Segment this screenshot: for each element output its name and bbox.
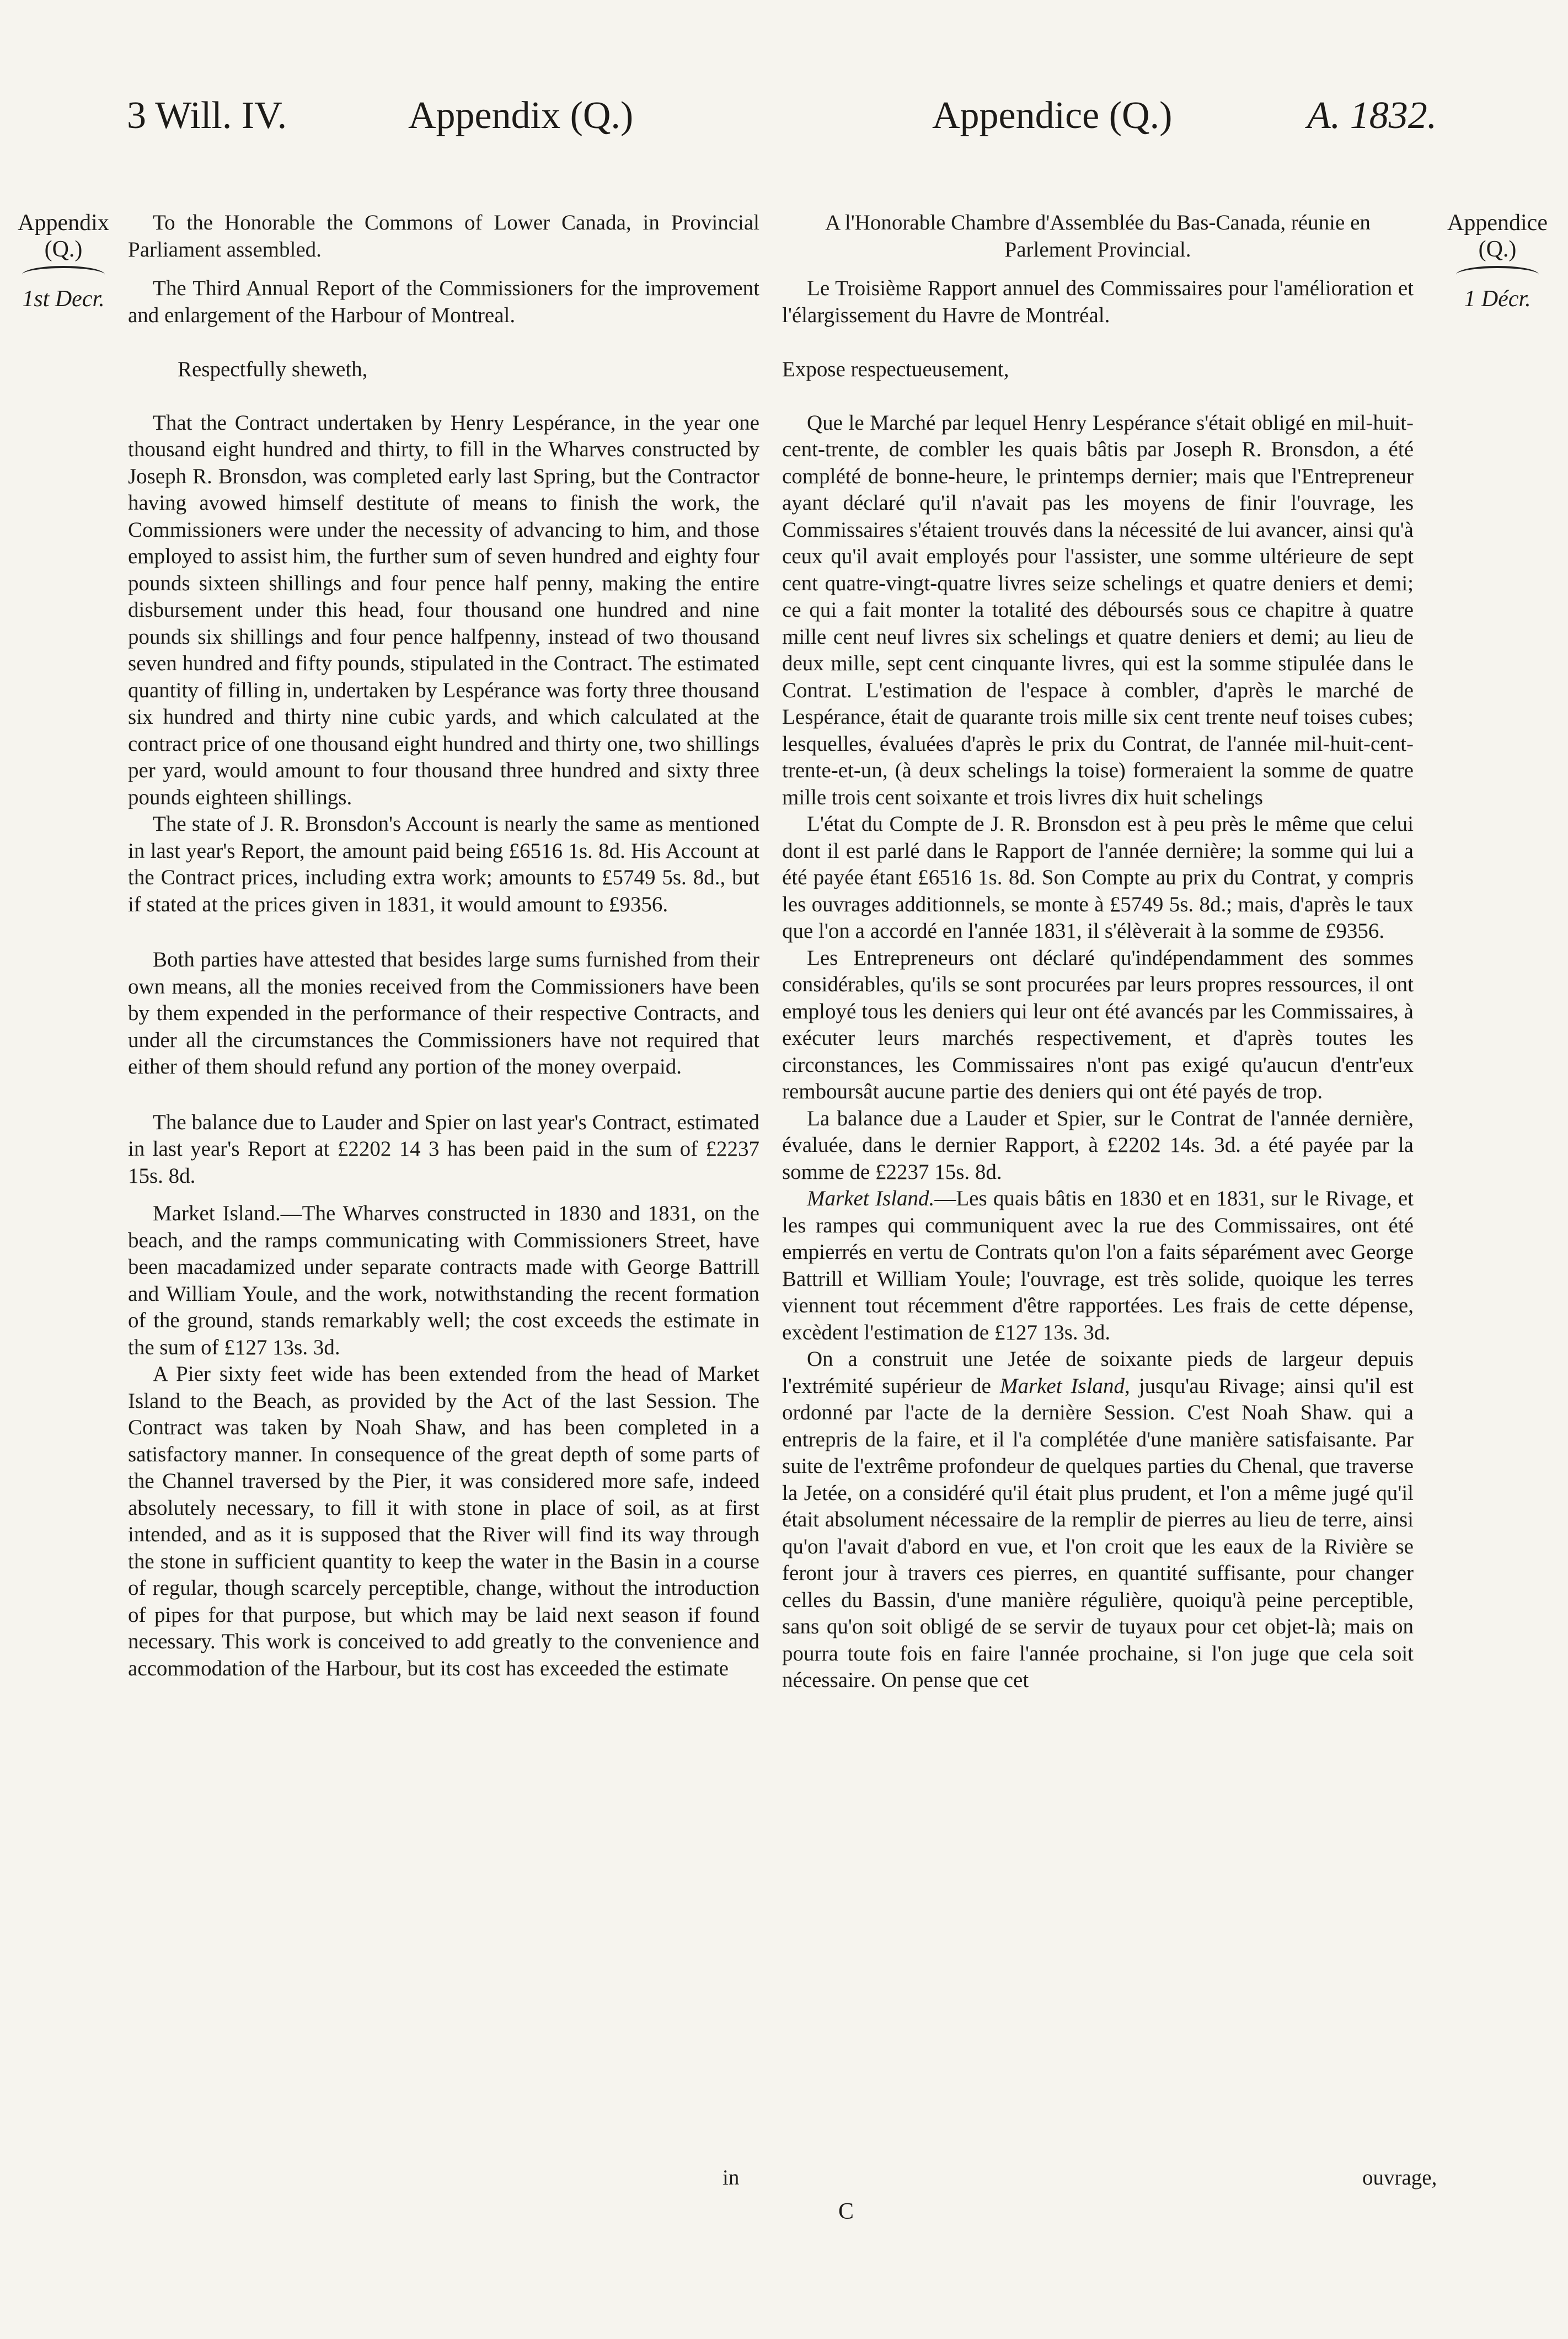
paragraph-pier: A Pier sixty feet wide has been extended from the head of Market Island to the Beach, as provided by the Act of the last Session. The Contract was taken by Noah Shaw, and has been completed in a satisfactory manner. In consequence of the great depth of some parts of the Channel traversed by the Pier, it was considered more safe, indeed absolutely necessary, to fill it with stone in place of soil, as at first intended, and as it is supposed that the River will find its way through the stone in sufficient quantity to keep the water in the Basin in a course of regular, though scarcely perceptible, change, without the introduction of pipes for that purpose, but which may be laid next season if found necessary. This work is conceived to add greatly to the convenience and accommodation of the Harbour, but its cost has exceeded the estimate [128,1362,759,1680]
pier-text-end: jusqu'au Rivage; ainsi qu'il est ordonné par l'acte de la dernière Session. C'est Noah Shaw. qui a entrepris de la faire, et il l'a complétée d'une manière satisfaisante. Par suite de l'extrême profondeur de quelques parties du Chenal, que traverse la Jetée, on a considéré qu'il était plus prudent, et l'on a même jugé qu'il était absolument nécessaire de la remplir de pierres au lieu de terre, ainsi qu'on l'avait d'abord en vue, et l'on croit que les eaux de la Rivière se feront jour à travers ces pierres, en quantité suffisante, pour changer celles du Bassin, d'une manière régulière, quoiqu'à peine perceptible, sans qu'on soit obligé de se servir de tuyaux pour cet objet-là; mais on pourra toute fois en faire l'année prochaine, si l'on juge que cela soit nécessaire. On pense que cet [782,1374,1414,1692]
paragraph-parties-attested: Both parties have attested that besides large sums furnished from their own means, all the monies received from the Commissioners have been by them expended in the performance of their respective Contracts, and under all the circumstances the Commissioners have not required that either of them should refund any portion of the money overpaid. [128,948,759,1078]
margin-brace-icon [22,266,105,284]
catchword-english: in [723,2166,740,2190]
paragraph-lauder-spier: The balance due to Lauder and Spier on last year's Contract, estimated in last year's Report at £2202 14 3 has been paid in the sum of £2237 15s. 8d. [128,1110,759,1188]
margin-appendix-code: (Q.) [44,237,83,262]
margin-date: 1st Decr. [22,286,105,312]
margin-date: 1 Décr. [1464,286,1531,312]
paragraph-market-island-fr [782,1185,1414,1346]
left-margin-note [0,210,127,312]
margin-brace-icon [1456,266,1539,284]
salutation-french: Expose respectueusement, [782,357,1009,381]
paragraph-filling-contract-fr: Que le Marché par lequel Henry Lespérance s'était obligé en mil-huit-cent-trente, de combler les quais bâtis par Joseph R. Bronsdon, a été complété de bonne-heure, le printemps dernier; mais que l'Entrepreneur ayant déclaré qu'il n'avait pas les moyens de finir l'ouvrage, les Commissaires s'étaient trouvés dans la nécessité de lui avancer, ainsi qu'à ceux qu'il avait employés pour l'assister, une somme ultérieure de sept cent quatre-vingt-quatre livres seize schelings et quatre deniers et demi; ce qui a fait monter la totalité des déboursés sous ce chapitre à quatre mille cent neuf livres six schelings et quatre deniers et demi; au lieu de deux mille, sept cent cinquante livres, qui est la somme stipulée dans le Contrat. L'estimation de l'espace à combler, d'après le marché de Lespérance, était de quarante trois mille six cent trente neuf toises cubes; lesquelles, évaluées d'après le prix du Contrat, de l'année mil-huit-cent-trente-et-un, (à deux schelings la toise) formeraient la somme de quatre mille trois cent soixante et trois livres dix huit schelings [782,410,1414,809]
margin-appendix-label: Appendix [18,210,109,236]
french-column [782,210,1414,1694]
margin-appendix-code: (Q.) [1478,237,1517,262]
market-island-heading: Market Island. [807,1187,935,1210]
market-island-text: —Les quais bâtis en 1830 et en 1831, sur le Rivage, et les rampes qui communiquent avec la rue des Commissaires, ont été empierrés en vertu de Contrats qu'on l'on a faits séparément avec George Battrill et William Youle; l'ouvrage, est très solide, quoique les terres viennent tout récemment d'être rapportées. Les frais de cette dépense, excèdent l'estimation de £127 13s. 3d. [782,1187,1414,1344]
regnal-year: 3 Will. IV. [127,94,287,137]
pier-text-start: On a construit une Jetée de soixante pieds de largeur depuis l'extrémité supérieur de [782,1347,1414,1398]
salutation-english: Respectfully sheweth, [178,357,368,381]
address-french: A l'Honorable Chambre d'Assemblée du Bas-Canada, réunie en Parlement Provincial. [825,211,1371,261]
appendix-title-english: Appendix (Q.) [408,94,634,137]
page-year: A. 1832. [1307,94,1437,137]
paragraph-parties-attested-fr: Les Entrepreneurs ont déclaré qu'indépendamment des sommes considérables, qu'ils se sont procurées par leurs propres ressources, il ont employé tous les deniers qui leur ont été avancés par les Commissaires, à exécuter leurs marchés respectivement, et d'après toutes les circonstances, les Commissaires n'ont pas exigé qu'aucun d'entr'eux remboursât aucune partie des deniers qui ont été payés de trop. [782,946,1414,1103]
report-title-french: Le Troisième Rapport annuel des Commissaires pour l'amélioration et l'élargissement du Havre de Montréal. [782,276,1414,327]
address-english: To the Honorable the Commons of Lower Canada, in Provincial Parliament assembled. [128,211,759,261]
catchword-french: ouvrage, [1362,2166,1437,2190]
english-column [128,210,759,1682]
signature-mark: C [838,2199,854,2224]
report-title-english: The Third Annual Report of the Commissioners for the improvement and enlargement of the Harbour of Montreal. [128,276,759,327]
margin-appendix-label: Appendice [1447,210,1548,236]
paragraph-lauder-spier-fr: La balance due a Lauder et Spier, sur le Contrat de l'année dernière, évaluée, dans le dernier Rapport, à £2202 14s. 3d. a été payée par la somme de £2237 15s. 8d. [782,1106,1414,1184]
pier-market-island: Market Island, [999,1374,1130,1398]
appendix-title-french: Appendice (Q.) [932,94,1173,137]
paragraph-pier-fr [782,1346,1414,1694]
right-margin-note [1434,210,1561,312]
paragraph-market-island: Market Island.—The Wharves constructed in 1830 and 1831, on the beach, and the ramps communicating with Commissioners Street, have been macadamized under separate contracts made with George Battrill and William Youle, and the work, notwithstanding the recent formation of the ground, stands remarkably well; the cost exceeds the estimate in the sum of £127 13s. 3d. [128,1201,759,1359]
paragraph-filling-contract: That the Contract undertaken by Henry Lespérance, in the year one thousand eight hundred and thirty, to fill in the Wharves constructed by Joseph R. Bronsdon, was completed early last Spring, but the Contractor having avowed himself destitute of means to finish the work, the Commissioners were under the necessity of advancing to him, and those employed to assist him, the further sum of seven hundred and eighty four pounds sixteen shillings and four pence half penny, making the entire disbursement under this head, four thousand one hundred and nine pounds six shillings and four pence halfpenny, instead of two thousand seven hundred and fifty pounds, stipulated in the Contract. The estimated quantity of filling in, undertaken by Lespérance was forty three thousand six hundred and thirty nine cubic yards, and which calculated at the contract price of one thousand eight hundred and thirty one, two shillings per yard, would amount to four thousand three hundred and sixty three pounds eighteen shillings. [128,410,759,809]
paragraph-bronsdon-account-fr: L'état du Compte de J. R. Bronsdon est à peu près le même que celui dont il est parlé dans le Rapport de l'année dernière; la somme qui lui a été payée étant £6516 1s. 8d. Son Compte au prix du Contrat, y compris les ouvrages additionnels, se monte à £5749 5s. 8d.; mais, d'après le taux que l'on a accordé en l'année 1831, il s'élèverait à la somme de £9356. [782,812,1414,943]
paragraph-bronsdon-account: The state of J. R. Bronsdon's Account is nearly the same as mentioned in last year's Report, the amount paid being £6516 1s. 8d. His Account at the Contract prices, including extra work; amounts to £5749 5s. 8d., but if stated at the prices given in 1831, it would amount to £9356. [128,812,759,916]
page-header [0,94,1568,154]
